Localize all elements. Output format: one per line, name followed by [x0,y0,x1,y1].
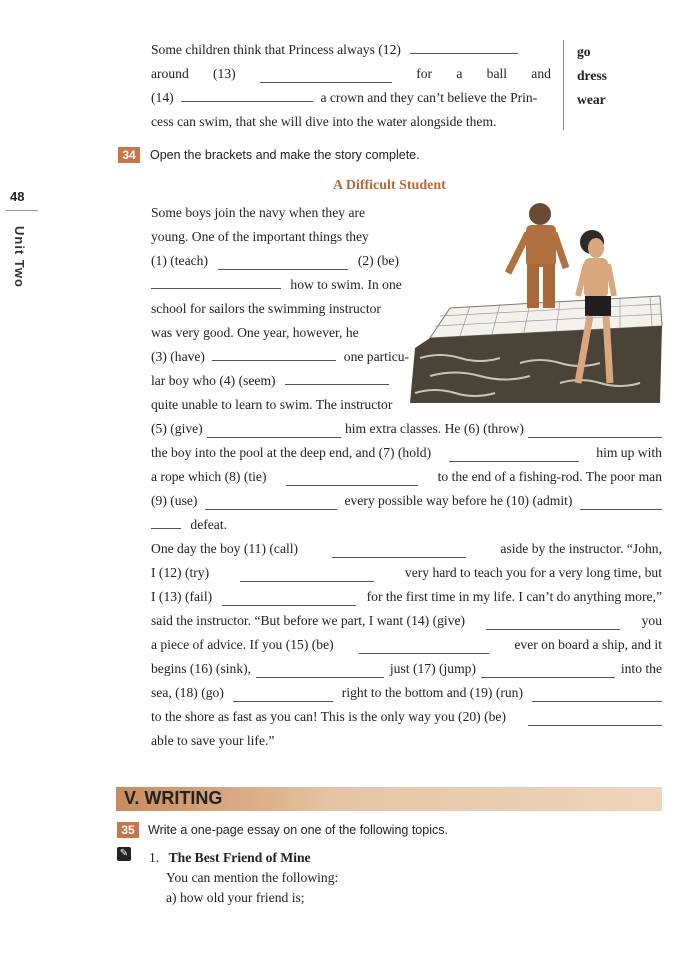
answer-blank-13[interactable] [260,69,392,83]
story-line-10: (5) (give) him extra classes. He (6) (throw) [151,417,662,441]
exercise-34-badge: 34 [118,147,140,163]
story-line-11: the boy into the pool at the deep end, and (7) (hold) him up with [151,445,662,460]
exercise-34-instruction: Open the brackets and make the story complete. [150,148,420,162]
answer-blank-14[interactable] [181,88,313,102]
story-line-13: (9) (use) every possible way before he (10) (admit) [151,489,662,513]
top-text-line-2: around (13) for a ball and [151,66,551,81]
swimming-pool-illustration [410,198,665,403]
answer-blank-6[interactable] [528,424,662,438]
story-line-3: (1) (teach) (2) (be) [151,253,399,268]
answer-blank-10[interactable] [580,496,662,510]
story-title: A Difficult Student [333,178,446,193]
unit-label: Unit Two [12,226,27,288]
story-line-6: was very good. One year, however, he [151,325,359,340]
answer-blank-12-story[interactable] [240,568,374,582]
answer-blank-11[interactable] [332,544,466,558]
answer-blank-15[interactable] [359,640,489,654]
story-line-5: school for sailors the swimming instructor [151,301,381,316]
story-line-7: (3) (have) one particu- [151,349,410,364]
answer-blank-2[interactable] [151,275,281,289]
word-box-wear: wear [577,92,606,107]
story-line-22: to the shore as fast as you can! This is the only way you (20) (be) [151,705,662,729]
top-text-line-1: Some children think that Princess always (12) [151,38,518,62]
answer-blank-19[interactable] [532,688,662,702]
exercise-35-instruction: Write a one-page essay on one of the following topics. [148,823,448,837]
story-line-20: begins (16) (sink), just (17) (jump) into the [151,661,662,676]
story-line-17: I (13) (fail) for the first time in my life. I can’t do anything more,” [151,589,662,604]
story-line-9: quite unable to learn to swim. The instructor [151,397,393,412]
story-line-18: said the instructor. “But before we part, I want (14) (give) you [151,613,662,628]
story-line-12: a rope which (8) (tie) to the end of a fishing-rod. The poor man [151,469,662,484]
story-line-2: young. One of the important things they [151,229,369,244]
answer-blank-7[interactable] [449,448,579,462]
story-line-21: sea, (18) (go) right to the bottom and (19) (run) [151,681,662,705]
story-line-4: how to swim. In one [151,273,402,297]
answer-blank-4[interactable] [285,371,389,385]
page-number: 48 [10,189,25,204]
answer-blank-16[interactable] [256,664,384,678]
word-box-go: go [577,44,591,59]
answer-blank-9[interactable] [205,496,337,510]
answer-blank-1[interactable] [218,256,348,270]
page-number-divider [6,210,38,211]
answer-blank-8[interactable] [286,472,418,486]
word-box-divider [563,40,564,130]
story-line-1: Some boys join the navy when they are [151,205,366,220]
answer-blank-13-story[interactable] [222,592,356,606]
top-text-line-4: cess can swim, that she will dive into the water alongside them. [151,114,497,129]
answer-blank-10-continued[interactable] [151,515,181,529]
topic-1-point-a: a) how old your friend is; [166,890,305,905]
writing-section-title: V. WRITING [124,788,223,808]
story-line-19: a piece of advice. If you (15) (be) ever on board a ship, and it [151,637,662,652]
answer-blank-3[interactable] [212,347,336,361]
answer-blank-20[interactable] [528,712,662,726]
story-line-14: defeat. [151,513,227,537]
story-line-15: One day the boy (11) (call) aside by the instructor. “John, [151,541,662,556]
topic-1: 1. The Best Friend of Mine [149,850,311,865]
answer-blank-12[interactable] [410,40,518,54]
story-line-23: able to save your life.” [151,733,275,748]
story-line-16: I (12) (try) very hard to teach you for a very long time, but [151,565,662,580]
answer-blank-14-story[interactable] [486,616,620,630]
topic-1-mention: You can mention the following: [166,870,339,885]
answer-blank-17[interactable] [481,664,615,678]
answer-blank-5[interactable] [207,424,341,438]
exercise-35-badge: 35 [117,822,139,838]
word-box-dress: dress [577,68,607,83]
answer-blank-18[interactable] [233,688,333,702]
story-line-8: lar boy who (4) (seem) [151,369,389,393]
top-text-line-3: (14) a crown and they can’t believe the Prin- [151,90,538,105]
pencil-icon: ✎ [117,847,131,861]
